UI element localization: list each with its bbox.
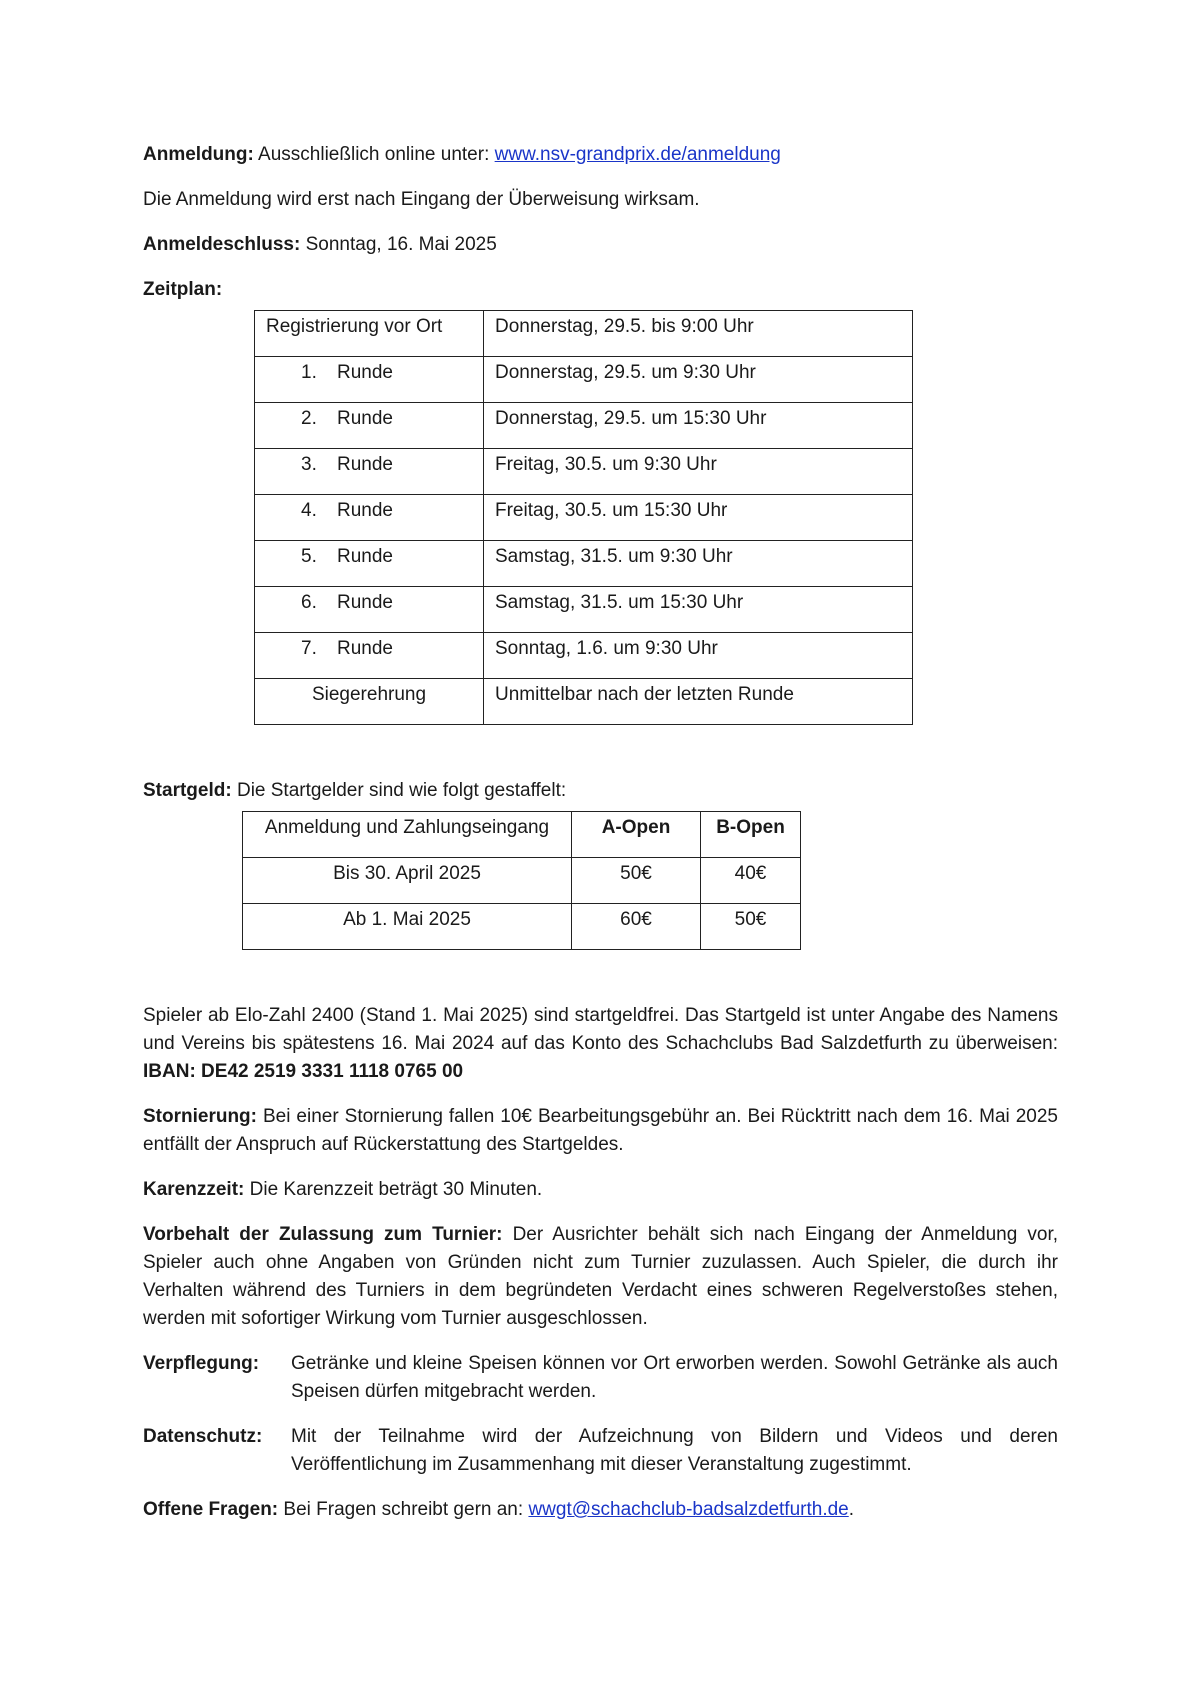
stornierung-paragraph <box>143 1103 1058 1159</box>
schedule-time-cell <box>484 495 913 541</box>
round-number: 3. <box>301 454 317 475</box>
schedule-event-cell <box>255 311 484 357</box>
table-row <box>243 858 801 904</box>
schedule-event-cell <box>255 587 484 633</box>
startgeld-text: Die Startgelder sind wie folgt gestaffelt: <box>231 780 567 801</box>
table-header-row <box>243 812 801 858</box>
schedule-time-cell <box>484 679 913 725</box>
schedule-event: Runde <box>337 408 393 429</box>
schedule-event: Runde <box>337 362 393 383</box>
schedule-time-cell <box>484 311 913 357</box>
round-number: 5. <box>301 546 317 567</box>
anmeldung-label: Anmeldung: <box>143 144 254 165</box>
verpflegung-text: Getränke und kleine Speisen können vor Ort erworben werden. Sowohl Getränke als auch Speisen dürfen mitgebracht werden. <box>291 1353 1058 1402</box>
schedule-event: Runde <box>337 500 393 521</box>
schedule-time-cell <box>484 633 913 679</box>
schedule-time-cell <box>484 403 913 449</box>
anmeldung-note: Die Anmeldung wird erst nach Eingang der Überweisung wirksam. <box>143 189 700 210</box>
contact-email-link[interactable]: wwgt@schachclub-badsalzdetfurth.de <box>528 1499 849 1520</box>
schedule-time: Samstag, 31.5. um 15:30 Uhr <box>495 592 744 613</box>
schedule-time: Sonntag, 1.6. um 9:30 Uhr <box>495 638 718 659</box>
schedule-time: Donnerstag, 29.5. bis 9:00 Uhr <box>495 316 754 337</box>
schedule-time-cell <box>484 587 913 633</box>
round-number: 2. <box>301 408 317 429</box>
table-row <box>255 633 913 679</box>
anmeldeschluss-text: Sonntag, 16. Mai 2025 <box>300 234 497 255</box>
schedule-event-cell <box>255 679 484 725</box>
vorbehalt-text: Der Ausrichter behält sich nach Eingang der Anmeldung vor, Spieler auch ohne Angaben von Gründen nicht zum Turnier zuzulassen. Auch Spieler, die durch ihr Verhalten während des Turniers in dem begründeten Verdacht eines schweren Regelverstoßes stehen, werden mit sofortiger Wirkung vom Turnier ausgeschlossen. <box>143 1224 1058 1329</box>
schedule-event-cell <box>255 449 484 495</box>
fragen-paragraph <box>143 1496 1058 1524</box>
fees-table <box>242 811 801 950</box>
table-cell: 50€ <box>701 904 801 950</box>
schedule-time: Donnerstag, 29.5. um 15:30 Uhr <box>495 408 767 429</box>
table-cell: Bis 30. April 2025 <box>243 858 572 904</box>
table-cell: Ab 1. Mai 2025 <box>243 904 572 950</box>
schedule-time: Freitag, 30.5. um 15:30 Uhr <box>495 500 728 521</box>
payment-text: Spieler ab Elo-Zahl 2400 (Stand 1. Mai 2025) sind startgeldfrei. Das Startgeld ist unter Angabe des Namens und Vereins bis spätestens 16. Mai 2024 auf das Konto des Schachclubs Bad Salzdetfurth zu überweisen: <box>143 1005 1058 1054</box>
fragen-text: Bei Fragen schreibt gern an: <box>278 1499 529 1520</box>
schedule-time: Unmittelbar nach der letzten Runde <box>495 684 794 705</box>
schedule-event: Runde <box>337 454 393 475</box>
zeitplan-label: Zeitplan: <box>143 279 223 300</box>
schedule-time-cell <box>484 541 913 587</box>
table-row <box>255 541 913 587</box>
table-cell: 60€ <box>572 904 701 950</box>
column-header: Anmeldung und Zahlungseingang <box>243 812 572 858</box>
table-row <box>255 311 913 357</box>
table-row <box>255 587 913 633</box>
schedule-event: Runde <box>337 638 393 659</box>
schedule-event-cell <box>255 633 484 679</box>
schedule-time-cell <box>484 449 913 495</box>
fragen-label: Offene Fragen: <box>143 1499 279 1520</box>
anmeldung-text: Ausschließlich online unter: <box>253 144 495 165</box>
karenzzeit-paragraph <box>143 1176 1058 1204</box>
startgeld-label: Startgeld: <box>143 780 232 801</box>
vorbehalt-paragraph <box>143 1221 1058 1333</box>
table-cell: 40€ <box>701 858 801 904</box>
schedule-time: Donnerstag, 29.5. um 9:30 Uhr <box>495 362 756 383</box>
document-page <box>143 141 1058 1541</box>
schedule-time-cell <box>484 357 913 403</box>
vorbehalt-label: Vorbehalt der Zulassung zum Turnier: <box>143 1224 503 1245</box>
table-row <box>255 449 913 495</box>
table-row <box>255 357 913 403</box>
table-row <box>255 495 913 541</box>
round-number: 1. <box>301 362 317 383</box>
table-cell: 50€ <box>572 858 701 904</box>
anmeldeschluss-label: Anmeldeschluss: <box>143 234 301 255</box>
schedule-table <box>254 310 913 725</box>
verpflegung-entry <box>143 1350 1058 1406</box>
registration-link[interactable]: www.nsv-grandprix.de/anmeldung <box>494 144 781 165</box>
stornierung-label: Stornierung: <box>143 1106 257 1127</box>
column-header: A-Open <box>572 812 701 858</box>
karenzzeit-label: Karenzzeit: <box>143 1179 245 1200</box>
column-header: B-Open <box>701 812 801 858</box>
karenzzeit-text: Die Karenzzeit beträgt 30 Minuten. <box>244 1179 543 1200</box>
fragen-suffix: . <box>848 1499 855 1520</box>
schedule-event-cell <box>255 495 484 541</box>
schedule-time: Samstag, 31.5. um 9:30 Uhr <box>495 546 733 567</box>
round-number: 7. <box>301 638 317 659</box>
schedule-event: Runde <box>337 592 393 613</box>
iban-text: IBAN: DE42 2519 3331 1118 0765 00 <box>143 1061 464 1082</box>
table-row <box>243 904 801 950</box>
round-number: 6. <box>301 592 317 613</box>
stornierung-text: Bei einer Stornierung fallen 10€ Bearbeitungsgebühr an. Bei Rücktritt nach dem 16. Mai 2025 entfällt der Anspruch auf Rückerstattung des Startgeldes. <box>143 1106 1058 1155</box>
schedule-event-cell <box>255 541 484 587</box>
anmeldeschluss-paragraph <box>143 231 1058 259</box>
datenschutz-text: Mit der Teilnahme wird der Aufzeichnung von Bildern und Videos und deren Veröffentlichung im Zusammenhang mit dieser Veranstaltung zugestimmt. <box>291 1426 1058 1475</box>
datenschutz-entry <box>143 1423 1058 1479</box>
schedule-event: Registrierung vor Ort <box>266 316 443 337</box>
schedule-event-cell <box>255 403 484 449</box>
startgeld-paragraph <box>143 777 1058 805</box>
payment-paragraph <box>143 1002 1058 1086</box>
schedule-event-cell <box>255 357 484 403</box>
schedule-event: Siegerehrung <box>311 684 427 705</box>
table-row <box>255 403 913 449</box>
anmeldung-paragraph <box>143 141 1058 169</box>
table-row <box>255 679 913 725</box>
verpflegung-label: Verpflegung: <box>143 1353 260 1374</box>
round-number: 4. <box>301 500 317 521</box>
schedule-event: Runde <box>337 546 393 567</box>
zeitplan-heading <box>143 276 1058 304</box>
datenschutz-label: Datenschutz: <box>143 1426 263 1447</box>
schedule-time: Freitag, 30.5. um 9:30 Uhr <box>495 454 717 475</box>
